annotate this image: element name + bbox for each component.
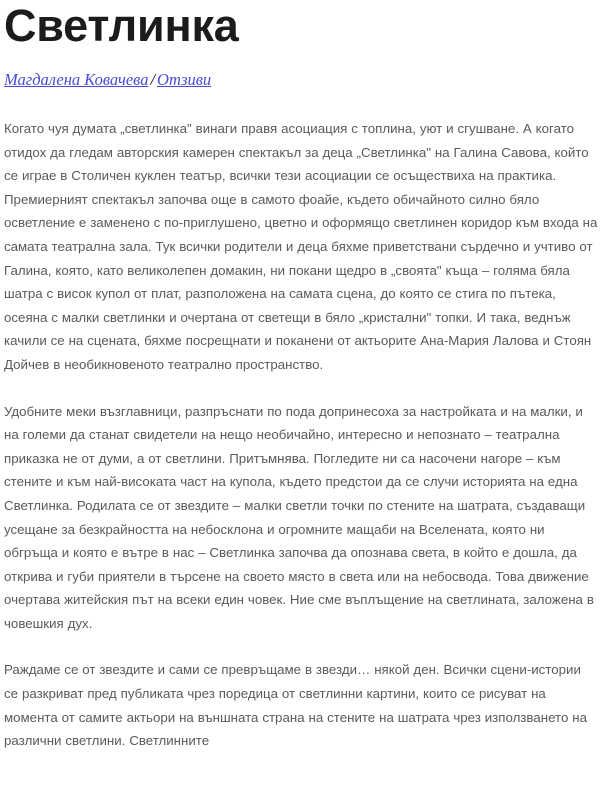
page-title: Светлинка <box>4 0 239 51</box>
byline-author-link[interactable]: Магдалена Ковачева <box>4 70 149 89</box>
article-body <box>4 117 598 753</box>
article-paragraph: Удобните меки възглавници, разпръснати по пода допринесоха за настройката и на малки, и на големи да станат свидетели на нещо необичайно, интересно и непознато – театрална приказка не от думи, а от светлини. Притъмнява. Погледите ни са насочени нагоре – към стените и към най-високата част на купола, където предстои да се случи историята на една Светлинка. Родилата се от звездите – малки светли точки по стените на шатрата, създаващи усещане за безкрайността на небосклона и огромните мащаби на Вселената, която ни обгръща и която е вътре в нас – Светлинка започва да опознава света, в който е дошла, да открива и губи приятели в търсене на своето място в света или на небосвода. Това движение очертава житейския път на всеки един човек. Ние сме въплъщение на светлината, заложена в човешкия дух. <box>4 403 594 631</box>
article-paragraph: Раждаме се от звездите и сами се превръщаме в звезди… някой ден. Всички сцени-истории се разкриват пред публиката чрез поредица от светлинни картини, които се рисуват на момента от самите актьори на външната страна на стените на шатрата чрез използването на различни светлини. Светлинните <box>4 662 587 749</box>
byline-separator: / <box>150 70 156 89</box>
byline <box>4 70 598 90</box>
byline-category-link[interactable]: Отзиви <box>157 70 212 89</box>
article-paragraph: Когато чуя думата „светлинка" винаги правя асоциация с топлина, уют и сгушване. А когато отидох да гледам авторския камерен спектакъл за деца „Светлинка" на Галина Савова, който се играе в Столичен куклен театър, всички тези асоциации се осъществиха на практика. Премиерният спектакъл започва още в самото фоайе, където обичайното силно бяло осветление е заменено с по-приглушено, цветно и оформящо светлинен коридор към входа на самата театрална зала. Тук всички родители и деца бяхме приветствани сърдечно и учтиво от Галина, която, като великолепен домакин, ни покани щедро в „своята" къща – голяма бяла шатра с висок купол от плат, разположена на самата сцена, до която се стига по пътека, осеяна с малки светлинки и очертана от светещи в бяло „кристални" топки. И така, веднъж качили се на сцената, бяхме посрещнати и поканени от актьорите Ана-Мария Лалова и Стоян Дойчев в необикновеното театрално пространство. <box>4 121 598 372</box>
